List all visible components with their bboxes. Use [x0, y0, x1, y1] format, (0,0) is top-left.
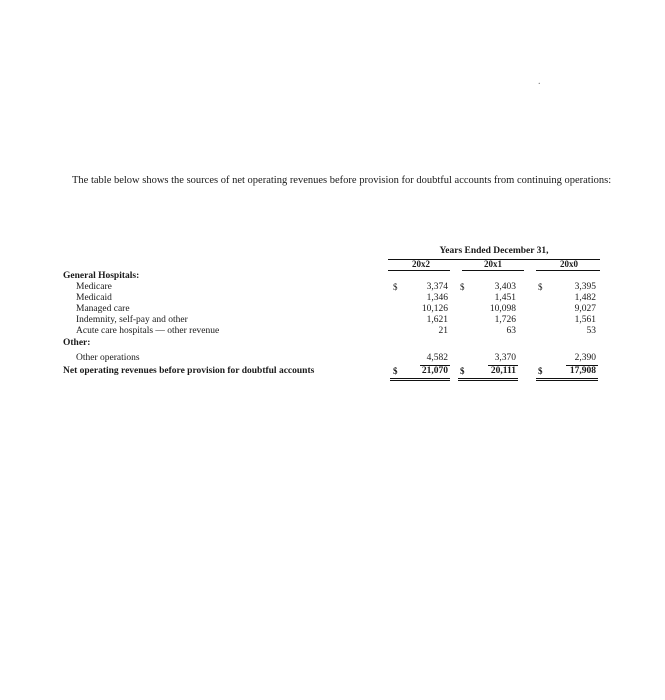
- cell-acute-care-20x0: 53: [586, 326, 596, 336]
- cell-other-operations-20x1: 3,370: [494, 353, 516, 363]
- row-label-medicaid: Medicaid: [76, 293, 112, 303]
- cell-medicare-20x0: 3,395: [574, 282, 596, 292]
- cell-indemnity-20x1: 1,726: [494, 315, 516, 325]
- row-label-net-revenues: Net operating revenues before provision for doubtful accounts: [63, 366, 315, 376]
- cell-medicare-20x1: 3,403: [494, 282, 516, 292]
- cell-managed-care-20x2: 10,126: [421, 304, 448, 314]
- row-label-indemnity: Indemnity, self-pay and other: [76, 315, 188, 325]
- year-header-2: 20x1: [484, 259, 502, 269]
- total-rule-2b: [458, 380, 518, 381]
- dollar-sign: $: [393, 366, 398, 376]
- row-label-managed-care: Managed care: [76, 304, 130, 314]
- dollar-sign: $: [460, 366, 465, 376]
- year-header-3: 20x0: [560, 259, 578, 269]
- cell-indemnity-20x2: 1,621: [426, 315, 448, 325]
- section-other: Other:: [63, 338, 91, 348]
- section-general-hospitals: General Hospitals:: [63, 271, 140, 281]
- total-rule-3b: [536, 380, 598, 381]
- total-rule-1a: [390, 378, 450, 379]
- dollar-sign: $: [460, 282, 465, 292]
- stray-mark: .: [538, 76, 541, 87]
- cell-acute-care-20x2: 21: [438, 326, 448, 336]
- cell-other-operations-20x0: 2,390: [574, 353, 596, 363]
- dollar-sign: $: [538, 366, 543, 376]
- cell-acute-care-20x1: 63: [506, 326, 516, 336]
- intro-paragraph: The table below shows the sources of net operating revenues before provision for doubtful accounts from continuing operations:: [72, 175, 612, 186]
- dollar-sign: $: [538, 282, 543, 292]
- table-header-title: Years Ended December 31,: [439, 246, 549, 256]
- cell-medicaid-20x2: 1,346: [426, 293, 448, 303]
- cell-indemnity-20x0: 1,561: [574, 315, 596, 325]
- year-underline-2: [462, 270, 524, 271]
- year-underline-1: [388, 270, 450, 271]
- total-rule-3a: [536, 378, 598, 379]
- total-rule-2a: [458, 378, 518, 379]
- row-label-other-operations: Other operations: [76, 353, 140, 363]
- cell-other-operations-20x2: 4,582: [426, 353, 448, 363]
- year-header-1: 20x2: [412, 259, 430, 269]
- total-rule-1b: [390, 380, 450, 381]
- cell-managed-care-20x1: 10,098: [489, 304, 516, 314]
- cell-net-20x1: 20,111: [490, 366, 516, 376]
- cell-net-20x0: 17,908: [569, 366, 596, 376]
- cell-medicaid-20x1: 1,451: [494, 293, 516, 303]
- row-label-acute-care: Acute care hospitals — other revenue: [76, 326, 220, 336]
- row-label-medicare: Medicare: [76, 282, 112, 292]
- dollar-sign: $: [393, 282, 398, 292]
- cell-managed-care-20x0: 9,027: [574, 304, 596, 314]
- cell-medicaid-20x0: 1,482: [574, 293, 596, 303]
- cell-medicare-20x2: 3,374: [426, 282, 448, 292]
- cell-net-20x2: 21,070: [421, 366, 448, 376]
- year-underline-3: [536, 270, 600, 271]
